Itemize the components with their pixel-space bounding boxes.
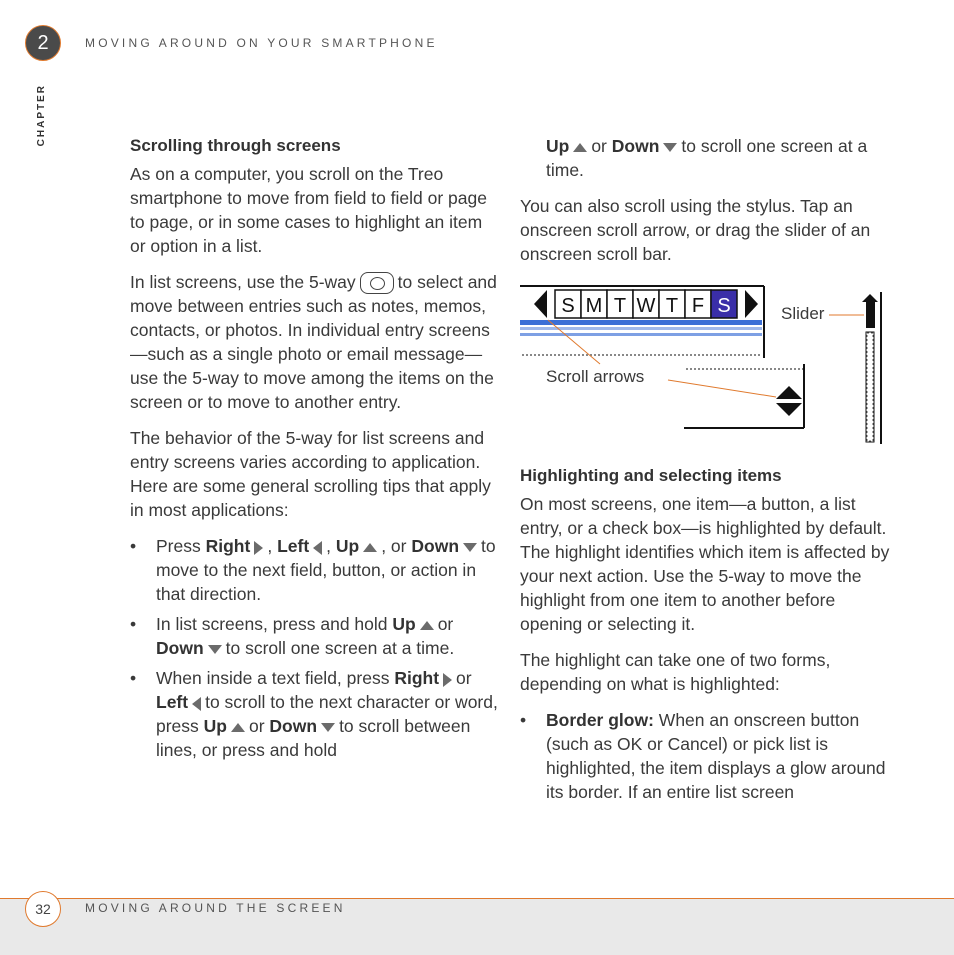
key-name: Up [203,716,227,737]
down-arrow-icon [463,543,477,552]
text: to scroll between lines, or press and hold [156,716,471,761]
key-name: Down [156,638,204,659]
paragraph-text: to select and move between entries such as notes, memos, contacts, or photos. In individual entry screens—such as a single photo or email message—use the 5-way to move among the items on the screen or to move to another entry. [130,272,497,413]
day-label: T [665,295,679,317]
key-name: Up [392,614,416,635]
key-name: Right [394,668,440,689]
forms-list [520,708,892,804]
day-label: T [613,295,627,317]
key-name: Left [277,536,310,557]
text: or [591,136,612,156]
scroll-arrows-label: Scroll arrows [546,367,645,386]
up-arrow-icon [231,723,245,732]
key-name: Down [411,536,460,557]
text: to scroll one screen at a time. [546,136,868,180]
section-heading: Highlighting and selecting items [520,466,782,485]
list-item [130,666,498,762]
text: or [437,614,454,635]
day-label: F [691,295,705,317]
key-name: Left [156,692,189,713]
running-head: MOVING AROUND ON YOUR SMARTPHONE [85,36,438,50]
paragraph: The behavior of the 5-way for list screens and entry screens varies according to application. Here are some general scrolling tips that apply in most applications: [130,428,491,521]
scroll-up-arrow-icon[interactable] [776,386,802,399]
scroll-figure [518,284,888,448]
scroll-right-arrow-icon[interactable] [745,290,758,318]
up-arrow-icon [573,143,587,152]
text: , or [381,536,407,557]
day-label: W [636,295,656,317]
page-number: 32 [25,891,61,927]
paragraph: On most screens, one item—a button, a list entry, or a check box—is highlighted by default. The highlight identifies which item is affected by your next action. Use the 5-way to move the highlight from one item to another before opening or selecting it. [520,494,890,634]
chapter-number-badge: 2 [25,25,61,61]
running-foot: MOVING AROUND THE SCREEN [85,901,346,915]
bullet-mark: • [130,536,137,557]
left-arrow-icon [192,697,201,711]
paragraph [520,134,892,182]
paragraph [130,270,498,414]
right-column [520,134,892,278]
left-arrow-icon [313,541,322,555]
bullet-mark: • [520,710,527,730]
text: Press [156,536,206,557]
tips-list [130,534,498,762]
up-arrow-icon [363,543,377,552]
text: , [267,536,278,557]
left-column [130,134,498,768]
term: Border glow: [546,710,654,730]
text: to move to the next field, button, or action in that direction. [156,536,496,605]
down-arrow-icon [663,143,677,152]
key-name: Down [611,136,660,156]
text: to scroll to the next character or word, press [156,692,498,737]
slider-label: Slider [781,304,825,323]
text: When an onscreen button (such as OK or Cancel) or pick list is highlighted, the item displays a glow around its border. If an entire list screen [546,710,886,802]
key-name: Up [546,136,570,156]
text: In list screens, press and hold [156,614,393,635]
key-name: Right [205,536,251,557]
key-name: Up [335,536,360,557]
paragraph: As on a computer, you scroll on the Treo smartphone to move from field to field or page to page, or in some cases to highlight an item or option in a list. [130,164,487,256]
scrollbar-slider[interactable] [866,302,875,328]
day-label: M [585,295,603,317]
paragraph: You can also scroll using the stylus. Tap an onscreen scroll arrow, or drag the slider of an onscreen scroll bar. [520,196,871,264]
text: , [326,536,336,557]
scroll-down-arrow-icon[interactable] [776,403,802,416]
text: or [456,668,472,689]
text: When inside a text field, press [156,668,395,689]
list-item [130,612,498,660]
five-way-icon [360,272,394,294]
down-arrow-icon [208,645,222,654]
up-arrow-icon [420,621,434,630]
bullet-mark: • [130,668,137,689]
paragraph-text: In list screens, use the 5-way [130,272,356,292]
paragraph: The highlight can take one of two forms, depending on what is highlighted: [520,650,831,694]
day-selector [555,290,737,318]
scroll-left-arrow-icon[interactable] [534,290,547,318]
right-arrow-icon [254,541,263,555]
day-label: S [561,295,575,317]
bullet-mark: • [130,614,137,635]
right-arrow-icon [443,673,452,687]
text: or [248,716,270,737]
list-item [130,534,498,606]
key-name: Down [269,716,318,737]
day-label-selected: S [717,295,731,317]
right-column-lower [520,464,892,810]
list-item [520,708,892,804]
section-heading: Scrolling through screens [130,136,341,155]
down-arrow-icon [321,723,335,732]
chapter-label: CHAPTER [36,84,47,147]
text: to scroll one screen at a time. [225,638,455,659]
